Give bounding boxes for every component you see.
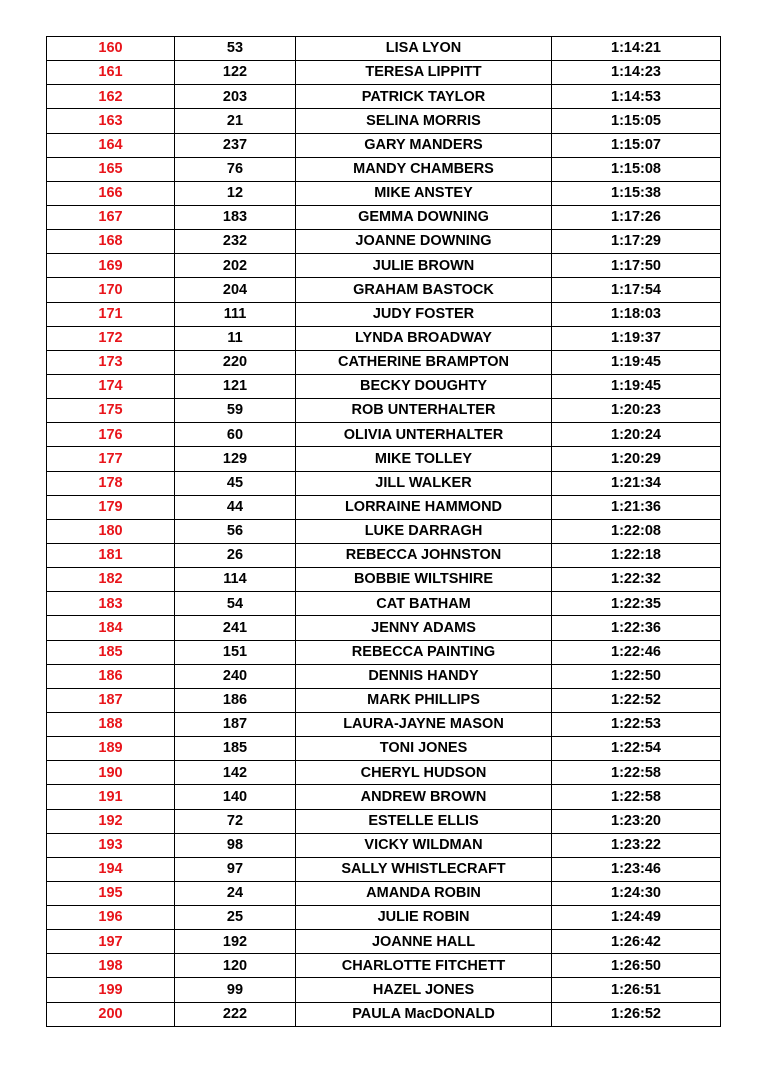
- finish-time-cell: 1:22:46: [552, 640, 721, 664]
- finish-time-cell: 1:24:49: [552, 906, 721, 930]
- results-table: [46, 36, 721, 1027]
- position-cell: 178: [47, 471, 175, 495]
- bib-number-cell: 24: [175, 881, 296, 905]
- position-cell: 189: [47, 737, 175, 761]
- table-row: [47, 954, 721, 978]
- bib-number-cell: 99: [175, 978, 296, 1002]
- bib-number-cell: 26: [175, 543, 296, 567]
- table-row: [47, 447, 721, 471]
- bib-number-cell: 120: [175, 954, 296, 978]
- bib-number-cell: 129: [175, 447, 296, 471]
- finish-time-cell: 1:23:22: [552, 833, 721, 857]
- finish-time-cell: 1:23:20: [552, 809, 721, 833]
- table-row: [47, 833, 721, 857]
- table-row: [47, 85, 721, 109]
- finish-time-cell: 1:20:24: [552, 423, 721, 447]
- runner-name-cell: BOBBIE WILTSHIRE: [296, 568, 552, 592]
- table-row: [47, 616, 721, 640]
- bib-number-cell: 72: [175, 809, 296, 833]
- finish-time-cell: 1:22:58: [552, 761, 721, 785]
- runner-name-cell: CATHERINE BRAMPTON: [296, 350, 552, 374]
- position-cell: 175: [47, 399, 175, 423]
- table-row: [47, 519, 721, 543]
- runner-name-cell: JOANNE HALL: [296, 930, 552, 954]
- position-cell: 160: [47, 37, 175, 61]
- finish-time-cell: 1:14:53: [552, 85, 721, 109]
- bib-number-cell: 237: [175, 133, 296, 157]
- finish-time-cell: 1:22:08: [552, 519, 721, 543]
- table-row: [47, 881, 721, 905]
- bib-number-cell: 12: [175, 181, 296, 205]
- table-row: [47, 785, 721, 809]
- runner-name-cell: GEMMA DOWNING: [296, 205, 552, 229]
- position-cell: 170: [47, 278, 175, 302]
- finish-time-cell: 1:22:54: [552, 737, 721, 761]
- table-row: [47, 809, 721, 833]
- position-cell: 171: [47, 302, 175, 326]
- position-cell: 165: [47, 157, 175, 181]
- table-row: [47, 857, 721, 881]
- finish-time-cell: 1:22:53: [552, 712, 721, 736]
- runner-name-cell: OLIVIA UNTERHALTER: [296, 423, 552, 447]
- runner-name-cell: AMANDA ROBIN: [296, 881, 552, 905]
- table-row: [47, 688, 721, 712]
- table-row: [47, 61, 721, 85]
- table-row: [47, 1002, 721, 1026]
- position-cell: 180: [47, 519, 175, 543]
- runner-name-cell: DENNIS HANDY: [296, 664, 552, 688]
- runner-name-cell: LORRAINE HAMMOND: [296, 495, 552, 519]
- bib-number-cell: 25: [175, 906, 296, 930]
- bib-number-cell: 192: [175, 930, 296, 954]
- runner-name-cell: VICKY WILDMAN: [296, 833, 552, 857]
- finish-time-cell: 1:17:54: [552, 278, 721, 302]
- table-row: [47, 278, 721, 302]
- results-table-body: [47, 37, 721, 1027]
- table-row: [47, 350, 721, 374]
- position-cell: 176: [47, 423, 175, 447]
- position-cell: 169: [47, 254, 175, 278]
- finish-time-cell: 1:15:38: [552, 181, 721, 205]
- bib-number-cell: 151: [175, 640, 296, 664]
- table-row: [47, 133, 721, 157]
- runner-name-cell: LISA LYON: [296, 37, 552, 61]
- finish-time-cell: 1:23:46: [552, 857, 721, 881]
- table-row: [47, 640, 721, 664]
- finish-time-cell: 1:21:34: [552, 471, 721, 495]
- runner-name-cell: MIKE TOLLEY: [296, 447, 552, 471]
- runner-name-cell: CHARLOTTE FITCHETT: [296, 954, 552, 978]
- bib-number-cell: 183: [175, 205, 296, 229]
- finish-time-cell: 1:19:45: [552, 350, 721, 374]
- table-row: [47, 181, 721, 205]
- finish-time-cell: 1:22:58: [552, 785, 721, 809]
- table-row: [47, 906, 721, 930]
- runner-name-cell: TERESA LIPPITT: [296, 61, 552, 85]
- finish-time-cell: 1:22:36: [552, 616, 721, 640]
- position-cell: 192: [47, 809, 175, 833]
- finish-time-cell: 1:14:23: [552, 61, 721, 85]
- runner-name-cell: JULIE ROBIN: [296, 906, 552, 930]
- bib-number-cell: 98: [175, 833, 296, 857]
- finish-time-cell: 1:15:08: [552, 157, 721, 181]
- position-cell: 174: [47, 374, 175, 398]
- bib-number-cell: 220: [175, 350, 296, 374]
- position-cell: 191: [47, 785, 175, 809]
- position-cell: 182: [47, 568, 175, 592]
- table-row: [47, 302, 721, 326]
- finish-time-cell: 1:18:03: [552, 302, 721, 326]
- runner-name-cell: LYNDA BROADWAY: [296, 326, 552, 350]
- bib-number-cell: 76: [175, 157, 296, 181]
- position-cell: 190: [47, 761, 175, 785]
- table-row: [47, 254, 721, 278]
- bib-number-cell: 53: [175, 37, 296, 61]
- table-row: [47, 978, 721, 1002]
- runner-name-cell: GARY MANDERS: [296, 133, 552, 157]
- table-row: [47, 326, 721, 350]
- bib-number-cell: 140: [175, 785, 296, 809]
- bib-number-cell: 114: [175, 568, 296, 592]
- finish-time-cell: 1:22:52: [552, 688, 721, 712]
- bib-number-cell: 111: [175, 302, 296, 326]
- position-cell: 168: [47, 230, 175, 254]
- finish-time-cell: 1:21:36: [552, 495, 721, 519]
- runner-name-cell: ANDREW BROWN: [296, 785, 552, 809]
- position-cell: 177: [47, 447, 175, 471]
- table-row: [47, 374, 721, 398]
- runner-name-cell: SALLY WHISTLECRAFT: [296, 857, 552, 881]
- runner-name-cell: JILL WALKER: [296, 471, 552, 495]
- runner-name-cell: LAURA-JAYNE MASON: [296, 712, 552, 736]
- position-cell: 193: [47, 833, 175, 857]
- bib-number-cell: 56: [175, 519, 296, 543]
- table-row: [47, 230, 721, 254]
- table-row: [47, 423, 721, 447]
- bib-number-cell: 186: [175, 688, 296, 712]
- position-cell: 200: [47, 1002, 175, 1026]
- runner-name-cell: ROB UNTERHALTER: [296, 399, 552, 423]
- table-row: [47, 930, 721, 954]
- table-row: [47, 399, 721, 423]
- position-cell: 181: [47, 543, 175, 567]
- position-cell: 194: [47, 857, 175, 881]
- finish-time-cell: 1:26:42: [552, 930, 721, 954]
- bib-number-cell: 97: [175, 857, 296, 881]
- position-cell: 185: [47, 640, 175, 664]
- table-row: [47, 761, 721, 785]
- runner-name-cell: REBECCA PAINTING: [296, 640, 552, 664]
- runner-name-cell: JUDY FOSTER: [296, 302, 552, 326]
- table-row: [47, 205, 721, 229]
- runner-name-cell: JULIE BROWN: [296, 254, 552, 278]
- bib-number-cell: 202: [175, 254, 296, 278]
- table-row: [47, 568, 721, 592]
- bib-number-cell: 203: [175, 85, 296, 109]
- runner-name-cell: JOANNE DOWNING: [296, 230, 552, 254]
- table-row: [47, 737, 721, 761]
- table-row: [47, 109, 721, 133]
- position-cell: 199: [47, 978, 175, 1002]
- position-cell: 167: [47, 205, 175, 229]
- bib-number-cell: 122: [175, 61, 296, 85]
- bib-number-cell: 240: [175, 664, 296, 688]
- bib-number-cell: 185: [175, 737, 296, 761]
- runner-name-cell: BECKY DOUGHTY: [296, 374, 552, 398]
- runner-name-cell: MIKE ANSTEY: [296, 181, 552, 205]
- bib-number-cell: 44: [175, 495, 296, 519]
- bib-number-cell: 241: [175, 616, 296, 640]
- runner-name-cell: MARK PHILLIPS: [296, 688, 552, 712]
- finish-time-cell: 1:17:50: [552, 254, 721, 278]
- finish-time-cell: 1:26:51: [552, 978, 721, 1002]
- bib-number-cell: 142: [175, 761, 296, 785]
- table-row: [47, 37, 721, 61]
- bib-number-cell: 232: [175, 230, 296, 254]
- position-cell: 184: [47, 616, 175, 640]
- table-row: [47, 543, 721, 567]
- position-cell: 173: [47, 350, 175, 374]
- finish-time-cell: 1:26:52: [552, 1002, 721, 1026]
- runner-name-cell: CHERYL HUDSON: [296, 761, 552, 785]
- runner-name-cell: REBECCA JOHNSTON: [296, 543, 552, 567]
- finish-time-cell: 1:17:26: [552, 205, 721, 229]
- finish-time-cell: 1:20:29: [552, 447, 721, 471]
- table-row: [47, 471, 721, 495]
- position-cell: 179: [47, 495, 175, 519]
- runner-name-cell: HAZEL JONES: [296, 978, 552, 1002]
- position-cell: 187: [47, 688, 175, 712]
- finish-time-cell: 1:15:07: [552, 133, 721, 157]
- runner-name-cell: SELINA MORRIS: [296, 109, 552, 133]
- table-row: [47, 495, 721, 519]
- position-cell: 186: [47, 664, 175, 688]
- position-cell: 197: [47, 930, 175, 954]
- runner-name-cell: GRAHAM BASTOCK: [296, 278, 552, 302]
- runner-name-cell: ESTELLE ELLIS: [296, 809, 552, 833]
- finish-time-cell: 1:14:21: [552, 37, 721, 61]
- bib-number-cell: 187: [175, 712, 296, 736]
- bib-number-cell: 121: [175, 374, 296, 398]
- runner-name-cell: TONI JONES: [296, 737, 552, 761]
- runner-name-cell: LUKE DARRAGH: [296, 519, 552, 543]
- table-row: [47, 712, 721, 736]
- finish-time-cell: 1:22:32: [552, 568, 721, 592]
- table-row: [47, 664, 721, 688]
- finish-time-cell: 1:15:05: [552, 109, 721, 133]
- bib-number-cell: 222: [175, 1002, 296, 1026]
- position-cell: 188: [47, 712, 175, 736]
- bib-number-cell: 59: [175, 399, 296, 423]
- runner-name-cell: PAULA MacDONALD: [296, 1002, 552, 1026]
- position-cell: 163: [47, 109, 175, 133]
- position-cell: 164: [47, 133, 175, 157]
- finish-time-cell: 1:22:18: [552, 543, 721, 567]
- position-cell: 161: [47, 61, 175, 85]
- bib-number-cell: 54: [175, 592, 296, 616]
- finish-time-cell: 1:20:23: [552, 399, 721, 423]
- finish-time-cell: 1:17:29: [552, 230, 721, 254]
- position-cell: 196: [47, 906, 175, 930]
- finish-time-cell: 1:19:37: [552, 326, 721, 350]
- position-cell: 183: [47, 592, 175, 616]
- table-row: [47, 157, 721, 181]
- finish-time-cell: 1:19:45: [552, 374, 721, 398]
- position-cell: 195: [47, 881, 175, 905]
- position-cell: 172: [47, 326, 175, 350]
- runner-name-cell: MANDY CHAMBERS: [296, 157, 552, 181]
- finish-time-cell: 1:26:50: [552, 954, 721, 978]
- bib-number-cell: 11: [175, 326, 296, 350]
- position-cell: 198: [47, 954, 175, 978]
- table-row: [47, 592, 721, 616]
- bib-number-cell: 21: [175, 109, 296, 133]
- runner-name-cell: JENNY ADAMS: [296, 616, 552, 640]
- position-cell: 162: [47, 85, 175, 109]
- finish-time-cell: 1:22:50: [552, 664, 721, 688]
- position-cell: 166: [47, 181, 175, 205]
- bib-number-cell: 204: [175, 278, 296, 302]
- runner-name-cell: PATRICK TAYLOR: [296, 85, 552, 109]
- runner-name-cell: CAT BATHAM: [296, 592, 552, 616]
- finish-time-cell: 1:22:35: [552, 592, 721, 616]
- finish-time-cell: 1:24:30: [552, 881, 721, 905]
- bib-number-cell: 60: [175, 423, 296, 447]
- bib-number-cell: 45: [175, 471, 296, 495]
